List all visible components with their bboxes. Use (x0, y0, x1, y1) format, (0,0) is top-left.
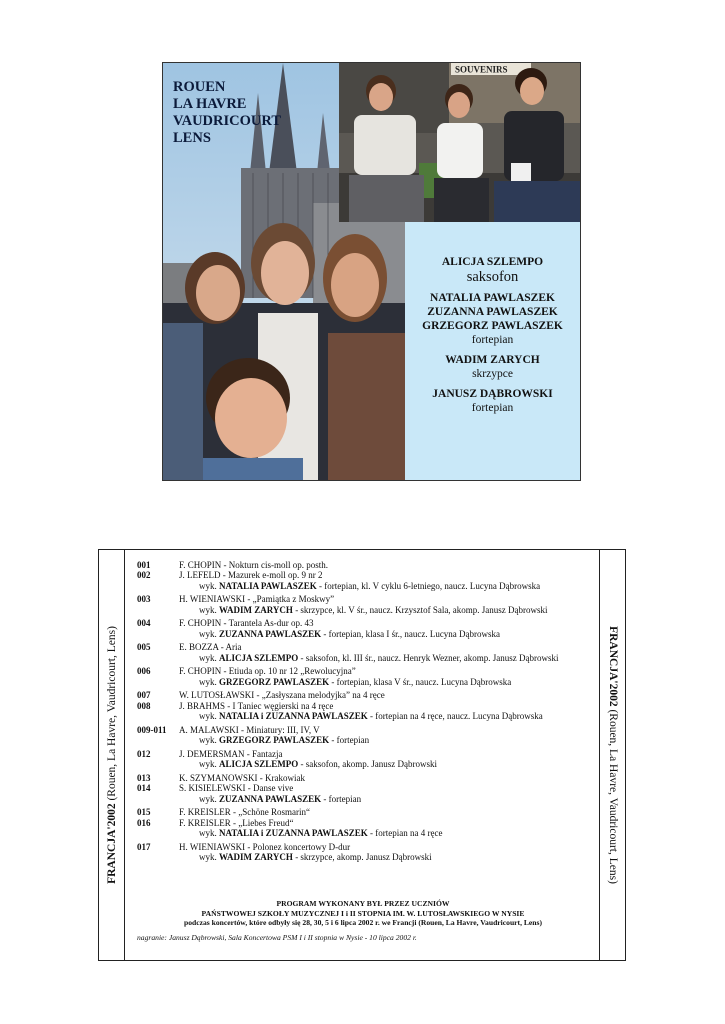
performer-details: - fortepian, kl. V cyklu 6-letniego, naucz. Lucyna Dąbrowska (316, 580, 541, 591)
recording-credit: nagranie: Janusz Dąbrowski, Sala Koncertowa PSM I i II stopnia w Nysie - 10 lipca 2002 r. (137, 933, 417, 942)
spine-subtitle: (Rouen, La Havre, Vaudricourt, Lens) (105, 626, 118, 801)
track-piece: J. BRAHMS - I Taniec węgierski na 4 ręce (179, 700, 334, 711)
performer-details: - saksofon, kl. III śr., naucz. Henryk Wezner, akomp. Janusz Dąbrowski (298, 652, 559, 663)
performer-prefix: wyk. (199, 652, 219, 663)
city-name: ROUEN (173, 79, 226, 95)
track-piece: A. MALAWSKI - Miniatury: III, IV, V (179, 724, 320, 735)
performer-name: ALICJA SZLEMPO (219, 652, 299, 663)
track-piece: E. BOZZA - Aria (179, 642, 242, 653)
track-performer-line (137, 794, 597, 804)
performer-name: NATALIA i ZUZANNA PAWLASZEK (219, 828, 368, 839)
city-name: LENS (173, 130, 211, 146)
performer-prefix: wyk. (199, 735, 219, 746)
track-performer-line (137, 852, 597, 862)
performer-details: - skrzypce, kl. V śr., naucz. Krzysztof Sala, akomp. Janusz Dąbrowski (292, 604, 548, 615)
track-row (137, 725, 597, 735)
performer-name: NATALIA PAWLASZEK (219, 580, 317, 591)
performer-name: JANUSZ DĄBROWSKI (432, 388, 553, 400)
track-entry (137, 666, 597, 687)
track-number: 002 (137, 570, 151, 581)
performer-name: GRZEGORZ PAWLASZEK (219, 735, 330, 746)
performer-name: GRZEGORZ PAWLASZEK (219, 676, 330, 687)
track-number: 008 (137, 700, 151, 711)
performer-prefix: wyk. (199, 604, 219, 615)
program-footer (124, 899, 602, 928)
cities-list (173, 79, 281, 147)
city-name: VAUDRICOURT (173, 113, 281, 129)
spine-label (607, 626, 619, 884)
track-number: 003 (137, 594, 151, 605)
track-number: 013 (137, 772, 151, 783)
track-piece: J. DEMERSMAN - Fantazja (179, 748, 283, 759)
track-row (137, 842, 597, 852)
performer-details: - fortepian na 4 ręce (367, 828, 443, 839)
cd-back-tray (98, 549, 626, 961)
track-row (137, 807, 597, 817)
track-row (137, 690, 597, 700)
track-performer-line (137, 581, 597, 591)
track-performer-line (137, 828, 597, 838)
spine-subtitle: (Rouen, La Havre, Vaudricourt, Lens) (606, 709, 619, 884)
spine-title: FRANCJA'2002 (606, 626, 619, 707)
performer-details: - saksofon, akomp. Janusz Dąbrowski (298, 759, 437, 770)
track-entry (137, 842, 597, 863)
track-entry (137, 560, 597, 591)
track-list (137, 560, 597, 866)
track-piece: K. SZYMANOWSKI - Krakowiak (179, 772, 305, 783)
performer-details: - fortepian na 4 ręce, naucz. Lucyna Dąbrowska (367, 711, 543, 722)
city-name: LA HAVRE (173, 96, 247, 112)
spine-title: FRANCJA'2002 (105, 803, 118, 884)
performer-prefix: wyk. (199, 852, 219, 863)
performer-name: WADIM ZARYCH (445, 354, 540, 366)
spine-label (106, 626, 118, 884)
performer-instrument: saksofon (466, 269, 519, 285)
track-entry (137, 773, 597, 804)
track-number: 009-011 (137, 724, 167, 735)
students-street-photo (339, 63, 580, 222)
track-entry (137, 618, 597, 639)
track-row (137, 749, 597, 759)
performer-instrument: fortepian (471, 402, 514, 414)
track-piece: H. WIENIAWSKI - Polonez koncertowy D-dur (179, 841, 351, 852)
performer-name: ZUZANNA PAWLASZEK (219, 628, 322, 639)
track-piece: F. CHOPIN - Tarantela As-dur op. 43 (179, 618, 314, 629)
performer-prefix: wyk. (199, 580, 219, 591)
track-number: 004 (137, 618, 151, 629)
performer-name: NATALIA PAWLASZEK (430, 292, 555, 304)
spine-left (99, 550, 125, 960)
track-performer-line (137, 653, 597, 663)
track-number: 016 (137, 817, 151, 828)
track-entry (137, 594, 597, 615)
performer-details: - fortepian (329, 735, 370, 746)
track-row (137, 642, 597, 652)
performer-prefix: wyk. (199, 759, 219, 770)
performer-name: ALICJA SZLEMPO (219, 759, 299, 770)
track-row (137, 783, 597, 793)
track-row (137, 618, 597, 628)
performer-details: - fortepian, klasa V śr., naucz. Lucyna Dąbrowska (329, 676, 512, 687)
track-piece: H. WIENIAWSKI - „Pamiątka z Moskwy” (179, 594, 335, 605)
track-performer-line (137, 735, 597, 745)
performer-prefix: wyk. (199, 676, 219, 687)
track-number: 015 (137, 807, 151, 818)
track-entry (137, 642, 597, 663)
track-number: 012 (137, 748, 151, 759)
performer-details: - fortepian, klasa I śr., naucz. Lucyna Dąbrowska (321, 628, 501, 639)
track-row (137, 570, 597, 580)
performer-name: ALICJA SZLEMPO (441, 256, 544, 268)
performer-instrument: skrzypce (472, 368, 513, 380)
souvenirs-sign: SOUVENIRS (455, 64, 508, 75)
track-performer-line (137, 677, 597, 687)
performer-instrument: fortepian (471, 334, 514, 346)
track-number: 014 (137, 783, 151, 794)
track-number: 005 (137, 642, 151, 653)
performer-name: WADIM ZARYCH (219, 852, 293, 863)
track-piece: W. LUTOSŁAWSKI - „Zasłyszana melodyjka” na 4 ręce (179, 690, 385, 701)
performer-prefix: wyk. (199, 793, 219, 804)
performer-prefix: wyk. (199, 628, 219, 639)
track-row (137, 666, 597, 676)
performer-name: GRZEGORZ PAWLASZEK (422, 320, 563, 332)
performer-details: - fortepian (321, 793, 362, 804)
track-piece: S. KISIELEWSKI - Danse vive (179, 783, 294, 794)
track-piece: F. KREISLER - „Schöne Rosmarin“ (179, 807, 311, 818)
track-row (137, 773, 597, 783)
track-entry (137, 749, 597, 770)
track-performer-line (137, 711, 597, 721)
track-number: 001 (137, 560, 151, 570)
track-number: 017 (137, 841, 151, 852)
performer-prefix: wyk. (199, 828, 219, 839)
performer-name: ZUZANNA PAWLASZEK (427, 306, 558, 318)
performer-details: - skrzypce, akomp. Janusz Dąbrowski (292, 852, 432, 863)
track-piece: F. CHOPIN - Nokturn cis-moll op. posth. (179, 560, 329, 570)
track-row (137, 594, 597, 604)
spine-right (599, 550, 625, 960)
performer-name: NATALIA i ZUZANNA PAWLASZEK (219, 711, 368, 722)
cd-front-cover (162, 62, 581, 481)
performers-panel (405, 222, 580, 480)
performer-name: ZUZANNA PAWLASZEK (219, 793, 322, 804)
footer-line: PAŃSTWOWEJ SZKOŁY MUZYCZNEJ I i II STOPNIA IM. W. LUTOSŁAWSKIEGO W NYSIE (201, 908, 525, 918)
track-performer-line (137, 605, 597, 615)
track-number: 007 (137, 690, 151, 701)
performer-name: WADIM ZARYCH (219, 604, 293, 615)
track-performer-line (137, 759, 597, 769)
track-row (137, 560, 597, 570)
track-row (137, 701, 597, 711)
track-entry (137, 807, 597, 838)
track-performer-line (137, 629, 597, 639)
footer-line: podczas koncertów, które odbyły się 28, 30, 5 i 6 lipca 2002 r. we Francji (Rouen, La Havre, Vaudricourt, Lens) (183, 918, 543, 927)
track-piece: F. CHOPIN - Etiuda op. 10 nr 12 „Rewolucyjna” (179, 666, 356, 677)
track-row (137, 818, 597, 828)
track-piece: F. KREISLER - „Liebes Freud“ (179, 817, 294, 828)
track-number: 006 (137, 666, 151, 677)
track-piece: J. LEFELD - Mazurek e-moll op. 9 nr 2 (179, 570, 323, 581)
track-entry (137, 690, 597, 721)
performer-prefix: wyk. (199, 711, 219, 722)
track-entry (137, 725, 597, 746)
footer-line: PROGRAM WYKONANY BYŁ PRZEZ UCZNIÓW (276, 899, 450, 908)
